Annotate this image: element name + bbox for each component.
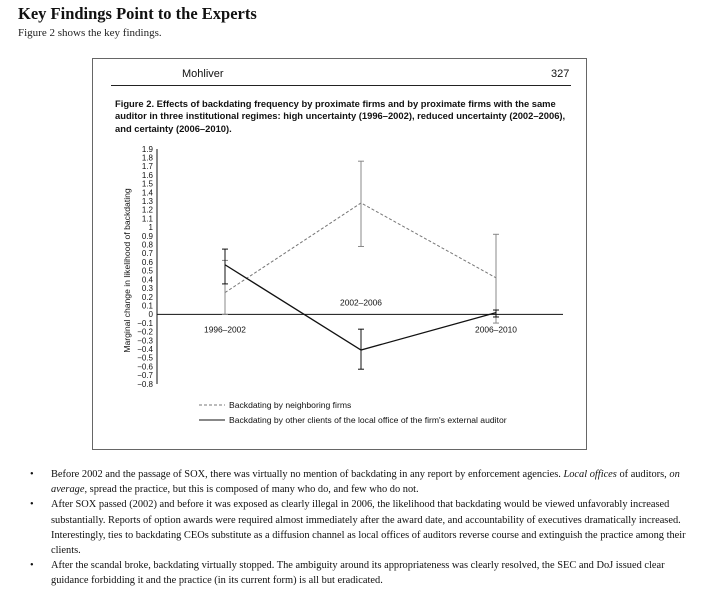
- x-category-label: 1996–2002: [204, 324, 246, 335]
- y-tick-label: 0.8: [141, 240, 153, 250]
- emphasis-text: Local offices: [563, 469, 617, 480]
- legend-label: Backdating by other clients of the local office of the firm's external auditor: [229, 415, 507, 425]
- y-tick-label: 0.1: [141, 301, 153, 311]
- y-tick-label: 1.3: [141, 197, 153, 207]
- bullet-icon: •: [30, 499, 34, 511]
- x-category-label: 2006–2010: [475, 324, 517, 335]
- y-tick-label: 0.7: [141, 249, 153, 259]
- bullet-icon: •: [30, 560, 34, 572]
- y-tick-label: −0.6: [137, 362, 153, 372]
- bullet-icon: •: [30, 469, 34, 480]
- finding-text: , spread the practice, but this is composed of many who do, and few who do not.: [84, 484, 419, 496]
- y-tick-label: −0.1: [137, 318, 153, 328]
- finding-item: [30, 497, 700, 558]
- y-tick-label: −0.7: [137, 371, 153, 381]
- running-head-author: Mohliver: [182, 68, 224, 80]
- emphasis-text: on average: [51, 469, 680, 496]
- y-tick-label: 1.4: [141, 188, 153, 198]
- y-tick-label: 1.5: [141, 179, 153, 189]
- y-tick-label: 0.2: [141, 292, 153, 302]
- y-tick-label: −0.2: [137, 327, 153, 337]
- y-tick-label: 1.8: [141, 153, 153, 163]
- y-tick-label: 0.9: [141, 231, 153, 241]
- y-axis-label: Marginal change in likelihood of backdating: [122, 188, 132, 353]
- findings-list: [30, 467, 700, 589]
- legend-label: Backdating by neighboring firms: [229, 400, 352, 410]
- y-tick-label: 1.2: [141, 205, 153, 215]
- finding-text: After SOX passed (2002) and before it was exposed as clearly illegal in 2006, the likelihood that backdating would be viewed unfavorably increased substantially. Reports of option awards were required almost immediately after the award date, and accountability of executives dramatically increased. Interestingly, ties to backdating CEOs substitute as a diffusion channel as local offices of auditors reverse course and extinguish the practice among their clients.: [51, 499, 686, 557]
- figure-box: [92, 58, 587, 450]
- y-tick-label: 1.9: [141, 144, 153, 154]
- backdating-chart: [93, 59, 586, 449]
- y-tick-label: 0.3: [141, 284, 153, 294]
- y-tick-label: 0.6: [141, 257, 153, 267]
- y-tick-label: 0.4: [141, 275, 153, 285]
- y-tick-label: 1.1: [141, 214, 153, 224]
- running-head-page: 327: [551, 68, 570, 80]
- finding-text: of auditors,: [616, 469, 670, 480]
- y-tick-label: 1.6: [141, 170, 153, 180]
- x-category-label: 2002–2006: [340, 297, 382, 308]
- y-tick-label: −0.8: [137, 379, 153, 389]
- y-tick-label: 0.5: [141, 266, 153, 276]
- y-tick-label: −0.4: [137, 344, 153, 354]
- y-tick-label: 1.7: [141, 162, 153, 172]
- page-title: Key Findings Point to the Experts: [18, 4, 257, 23]
- finding-text: After the scandal broke, backdating virtually stopped. The ambiguity around its appropriateness was clearly resolved, the SEC and DoJ issued clear guidance forbidding it and the practice (in its current form) is all but eradicated.: [51, 560, 665, 587]
- y-tick-label: −0.5: [137, 353, 153, 363]
- y-tick-label: −0.3: [137, 336, 153, 346]
- page-subtitle: Figure 2 shows the key findings.: [18, 27, 162, 39]
- y-tick-label: 1: [148, 223, 153, 233]
- figure-caption: Figure 2. Effects of backdating frequency by proximate firms and by proximate firms with the same auditor in three institutional regimes: high uncertainty (1996–2002), reduced uncertainty (2002–2006), and certainty (2006–2010).: [115, 98, 566, 134]
- finding-item: [30, 558, 700, 588]
- finding-item: [30, 467, 700, 497]
- finding-text: Before 2002 and the passage of SOX, there was virtually no mention of backdating in any report by enforcement agencies.: [51, 469, 564, 480]
- y-tick-label: 0: [148, 310, 153, 320]
